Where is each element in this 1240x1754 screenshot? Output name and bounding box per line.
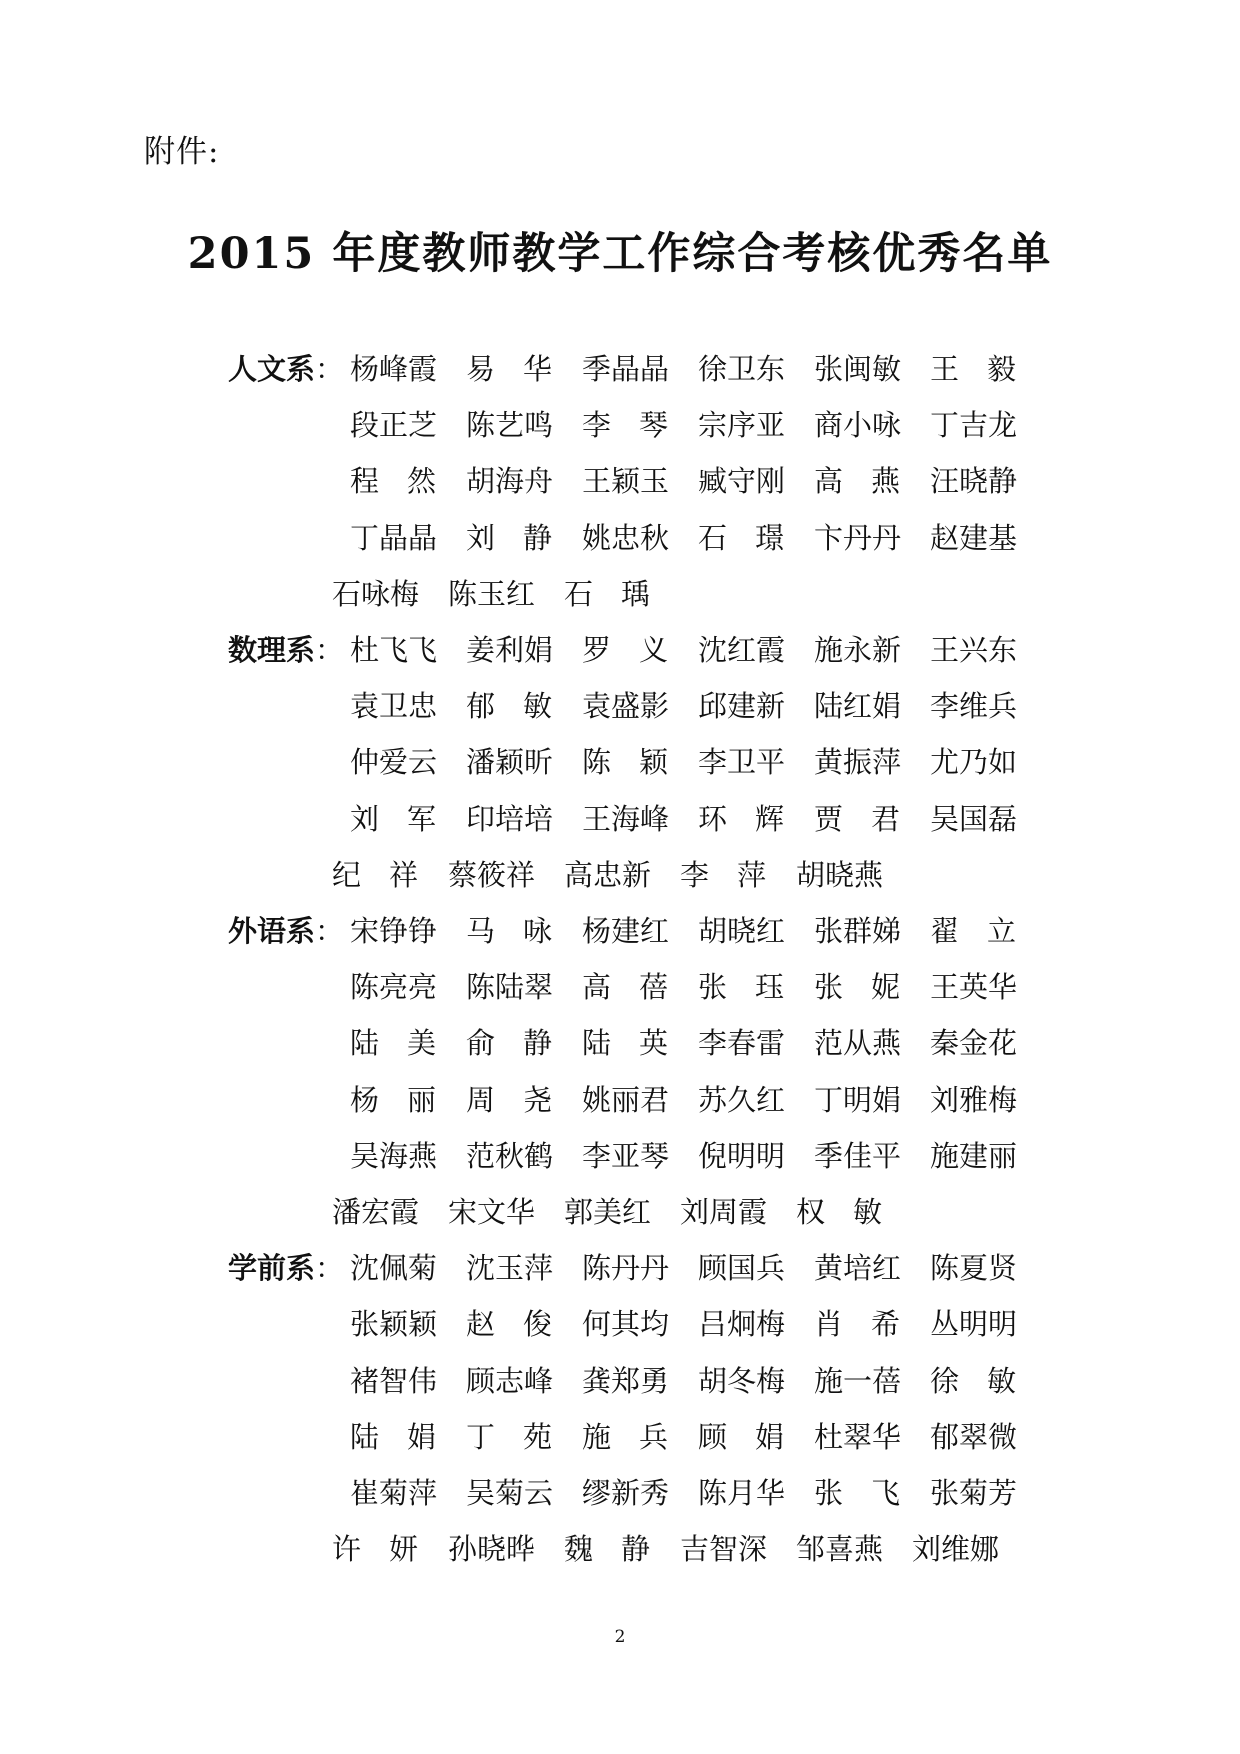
teacher-name: 徐敏 [930, 1363, 1045, 1398]
teacher-name: 丁吉龙 [930, 408, 1018, 443]
teacher-name: 沈佩菊 [350, 1251, 438, 1286]
teacher-name: 周尧 [466, 1082, 581, 1117]
teacher-name: 姚丽君 [582, 1082, 670, 1117]
teacher-name: 李卫平 [698, 745, 786, 780]
teacher-name: 陈陆翠 [466, 970, 554, 1005]
teacher-name: 高忠新 [564, 857, 652, 892]
teacher-name: 环辉 [698, 801, 813, 836]
teacher-name: 尤乃如 [930, 745, 1018, 780]
teacher-name: 潘宏霞 [332, 1195, 420, 1229]
teacher-name: 丁苑 [466, 1419, 581, 1454]
teacher-name: 范秋鹤 [466, 1138, 554, 1173]
teacher-name: 仲爱云 [350, 745, 438, 780]
teacher-name: 李春雷 [698, 1026, 786, 1061]
teacher-name: 张珏 [698, 970, 813, 1005]
teacher-name: 陈夏贤 [930, 1251, 1018, 1286]
department-name: 外语系 [228, 914, 316, 948]
teacher-name: 刘军 [350, 801, 465, 836]
teacher-name: 何其均 [582, 1307, 670, 1342]
teacher-name: 顾志峰 [466, 1363, 554, 1398]
teacher-name: 刘周霞 [680, 1195, 768, 1229]
teacher-name: 陈艺鸣 [466, 408, 554, 443]
teacher-name: 许妍 [332, 1532, 447, 1567]
department-name: 学前系 [228, 1251, 316, 1286]
teacher-name: 高蓓 [582, 970, 697, 1005]
teacher-name: 刘维娜 [912, 1532, 1000, 1567]
teacher-name: 沈玉萍 [466, 1251, 554, 1286]
department-label [228, 347, 344, 388]
teacher-name: 陆娟 [350, 1419, 465, 1454]
teacher-name: 杨峰霞 [350, 352, 438, 386]
teacher-name: 邱建新 [698, 689, 786, 724]
teacher-name: 郁翠微 [930, 1419, 1018, 1454]
teacher-name: 张闽敏 [814, 352, 902, 386]
teacher-name: 吉智深 [680, 1532, 768, 1567]
teacher-name: 吴海燕 [350, 1138, 438, 1173]
teacher-name: 宋铮铮 [350, 914, 438, 948]
teacher-name: 袁盛影 [582, 689, 670, 724]
teacher-name: 石瑀 [564, 576, 679, 611]
attachment-label: 附件: [144, 134, 220, 170]
department-label [228, 909, 344, 950]
teacher-name: 苏久红 [698, 1082, 786, 1117]
teacher-name: 徐卫东 [698, 352, 786, 386]
teacher-name: 胡晓燕 [796, 857, 884, 892]
teacher-name: 陆美 [350, 1026, 465, 1061]
teacher-name: 杜翠华 [814, 1419, 902, 1454]
teacher-name: 段正芝 [350, 408, 438, 443]
teacher-name: 施建丽 [930, 1138, 1018, 1173]
teacher-name: 胡冬梅 [698, 1363, 786, 1398]
teacher-name: 臧守刚 [698, 464, 786, 499]
teacher-name: 王海峰 [582, 801, 670, 836]
teacher-name: 刘雅梅 [930, 1082, 1018, 1117]
department-label [228, 1246, 344, 1287]
teacher-name: 罗义 [582, 633, 697, 667]
teacher-name: 高燕 [814, 464, 929, 499]
teacher-name: 汪晓静 [930, 464, 1018, 499]
teacher-name: 宋文华 [448, 1195, 536, 1229]
department-colon: ： [315, 1251, 345, 1286]
document-title: 2015 年度教师教学工作综合考核优秀名单 [187, 229, 1053, 279]
department-label [228, 628, 344, 669]
teacher-name: 俞静 [466, 1026, 581, 1061]
teacher-name: 吴菊云 [466, 1476, 554, 1510]
teacher-name: 陈丹丹 [582, 1251, 670, 1286]
teacher-name: 吕炯梅 [698, 1307, 786, 1342]
teacher-name: 程然 [350, 464, 465, 499]
teacher-name: 贾君 [814, 801, 929, 836]
teacher-name: 王英华 [930, 970, 1018, 1005]
teacher-name: 张菊芳 [930, 1476, 1018, 1510]
teacher-name: 石咏梅 [332, 576, 420, 611]
teacher-name: 郁敏 [466, 689, 581, 724]
teacher-name: 陈颖 [582, 745, 697, 780]
teacher-name: 赵建基 [930, 520, 1018, 555]
teacher-name: 胡晓红 [698, 914, 786, 948]
teacher-name: 魏静 [564, 1532, 679, 1567]
department-name: 人文系 [228, 352, 316, 386]
teacher-name: 李亚琴 [582, 1138, 670, 1173]
teacher-name: 潘颖昕 [466, 745, 554, 780]
teacher-name: 黄培红 [814, 1251, 902, 1286]
teacher-name: 石璟 [698, 520, 813, 555]
department-name: 数理系 [228, 633, 316, 667]
teacher-name: 丁晶晶 [350, 520, 438, 555]
teacher-name: 崔菊萍 [350, 1476, 438, 1510]
teacher-name: 顾娟 [698, 1419, 813, 1454]
teacher-name: 丛明明 [930, 1307, 1018, 1342]
teacher-name: 杨建红 [582, 914, 670, 948]
teacher-name: 李萍 [680, 857, 795, 892]
teacher-name: 缪新秀 [582, 1476, 670, 1510]
teacher-name: 易华 [466, 352, 581, 386]
teacher-name: 季佳平 [814, 1138, 902, 1173]
teacher-name: 秦金花 [930, 1026, 1018, 1061]
teacher-name: 马咏 [466, 914, 581, 948]
teacher-name: 孙晓晔 [448, 1532, 536, 1567]
teacher-name: 翟立 [930, 914, 1045, 948]
teacher-name: 陆英 [582, 1026, 697, 1061]
teacher-name: 杨丽 [350, 1082, 465, 1117]
teacher-name: 张颖颖 [350, 1307, 438, 1342]
teacher-name: 黄振萍 [814, 745, 902, 780]
teacher-name: 陈玉红 [448, 576, 536, 611]
teacher-name: 商小咏 [814, 408, 902, 443]
teacher-name: 张飞 [814, 1476, 929, 1510]
teacher-name: 杜飞飞 [350, 633, 438, 667]
teacher-name: 肖希 [814, 1307, 929, 1342]
teacher-name: 李琴 [582, 408, 697, 443]
teacher-name: 施兵 [582, 1419, 697, 1454]
teacher-name: 陈亮亮 [350, 970, 438, 1005]
teacher-name: 龚郑勇 [582, 1363, 670, 1398]
department-colon: ： [315, 352, 345, 386]
teacher-name: 陆红娟 [814, 689, 902, 724]
teacher-name: 姚忠秋 [582, 520, 670, 555]
teacher-name: 王颖玉 [582, 464, 670, 499]
department-colon: ： [315, 633, 345, 667]
teacher-name: 赵俊 [466, 1307, 581, 1342]
teacher-name: 褚智伟 [350, 1363, 438, 1398]
teacher-name: 王兴东 [930, 633, 1018, 667]
teacher-name: 卞丹丹 [814, 520, 902, 555]
teacher-name: 宗序亚 [698, 408, 786, 443]
teacher-name: 姜利娟 [466, 633, 554, 667]
teacher-name: 刘静 [466, 520, 581, 555]
teacher-name: 胡海舟 [466, 464, 554, 499]
teacher-name: 倪明明 [698, 1138, 786, 1173]
teacher-name: 李维兵 [930, 689, 1018, 724]
teacher-name: 权敏 [796, 1195, 911, 1229]
page-number: 2 [614, 1627, 626, 1647]
teacher-name: 邹喜燕 [796, 1532, 884, 1567]
teacher-name: 纪祥 [332, 857, 447, 892]
department-colon: ： [315, 914, 345, 948]
teacher-name: 顾国兵 [698, 1251, 786, 1286]
teacher-name: 沈红霞 [698, 633, 786, 667]
teacher-name: 袁卫忠 [350, 689, 438, 724]
teacher-name: 张群娣 [814, 914, 902, 948]
teacher-name: 郭美红 [564, 1195, 652, 1229]
teacher-name: 季晶晶 [582, 352, 670, 386]
teacher-name: 张妮 [814, 970, 929, 1005]
teacher-name: 王毅 [930, 352, 1045, 386]
teacher-name: 施一蓓 [814, 1363, 902, 1398]
teacher-name: 施永新 [814, 633, 902, 667]
teacher-name: 范从燕 [814, 1026, 902, 1061]
teacher-name: 印培培 [466, 801, 554, 836]
teacher-name: 丁明娟 [814, 1082, 902, 1117]
teacher-name: 蔡筱祥 [448, 857, 536, 892]
teacher-name: 陈月华 [698, 1476, 786, 1510]
teacher-name: 吴国磊 [930, 801, 1018, 836]
